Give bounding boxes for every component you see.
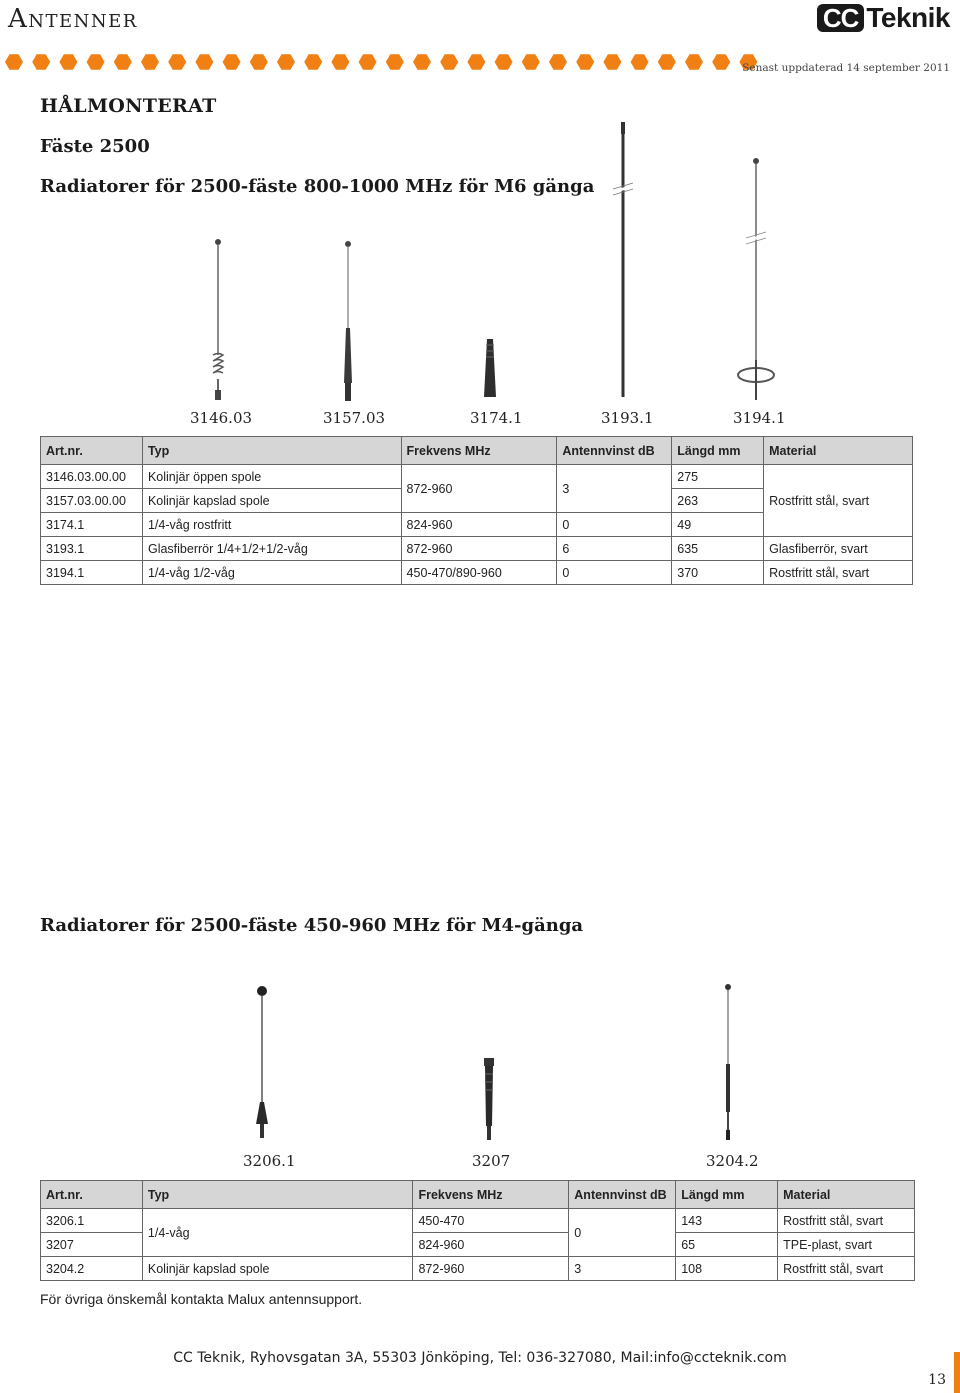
- column-header: Material: [764, 437, 913, 465]
- section-heading: HÅLMONTERAT: [40, 95, 217, 117]
- hexagon-icon: [522, 54, 540, 70]
- hexagon-icon: [413, 54, 431, 70]
- cell-gain: 0: [569, 1209, 676, 1257]
- column-header: Frekvens MHz: [413, 1181, 569, 1209]
- cell-frequency: 450-470/890-960: [401, 561, 557, 585]
- cell-frequency: 872-960: [413, 1257, 569, 1281]
- hexagon-icon: [549, 54, 567, 70]
- cell-material: Rostfritt stål, svart: [778, 1257, 915, 1281]
- logo-text: Teknik: [866, 2, 950, 33]
- cell-length: 65: [676, 1233, 778, 1257]
- cell-type: 1/4-våg: [142, 1209, 413, 1257]
- antenna-icon: [477, 335, 503, 403]
- hexagon-icon: [495, 54, 513, 70]
- antenna-icon: [335, 238, 361, 404]
- table-row: [41, 1209, 915, 1233]
- hexagon-icon: [114, 54, 132, 70]
- hexagon-icon: [32, 54, 50, 70]
- hexagon-icon: [631, 54, 649, 70]
- hexagon-icon: [440, 54, 458, 70]
- image-label-3206: 3206.1: [243, 1152, 296, 1170]
- cell-gain: 0: [557, 513, 672, 537]
- hexagon-icon: [168, 54, 186, 70]
- hexagon-icon: [304, 54, 322, 70]
- spec-table-group2: [40, 1180, 915, 1281]
- cell-art-nr: 3174.1: [41, 513, 143, 537]
- cell-material: Rostfritt stål, svart: [778, 1209, 915, 1233]
- cell-gain: 6: [557, 537, 672, 561]
- group1-heading: Radiatorer för 2500-fäste 800-1000 MHz för M6 gänga: [40, 176, 595, 197]
- hexagon-icon: [277, 54, 295, 70]
- cell-type: 1/4-våg 1/2-våg: [142, 561, 401, 585]
- cell-frequency: 872-960: [401, 537, 557, 561]
- cell-gain: 3: [557, 465, 672, 513]
- logo-box: CC: [817, 4, 865, 32]
- antenna-icon: [476, 1056, 502, 1144]
- cell-type: Kolinjär öppen spole: [142, 465, 401, 489]
- hexagon-icon: [386, 54, 404, 70]
- image-label-3207: 3207: [472, 1152, 511, 1170]
- cell-gain: 0: [557, 561, 672, 585]
- table-row: [41, 561, 913, 585]
- column-header: Antennvinst dB: [557, 437, 672, 465]
- column-header: Typ: [142, 1181, 413, 1209]
- column-header: Material: [778, 1181, 915, 1209]
- cell-length: 108: [676, 1257, 778, 1281]
- hexagon-icon: [658, 54, 676, 70]
- column-header: Antennvinst dB: [569, 1181, 676, 1209]
- table-row: [41, 1257, 915, 1281]
- cell-material: Rostfritt stål, svart: [764, 561, 913, 585]
- antenna-icon: [249, 984, 275, 1144]
- cell-material: TPE-plast, svart: [778, 1233, 915, 1257]
- cell-type: Glasfiberrör 1/4+1/2+1/2-våg: [142, 537, 401, 561]
- column-header: Längd mm: [672, 437, 764, 465]
- table-header-row: [41, 1181, 915, 1209]
- cell-type: Kolinjär kapslad spole: [142, 1257, 413, 1281]
- hexagon-icon: [331, 54, 349, 70]
- cell-art-nr: 3193.1: [41, 537, 143, 561]
- group2-heading: Radiatorer för 2500-fäste 450-960 MHz för M4-gänga: [40, 915, 584, 936]
- antenna-icon: [734, 155, 778, 403]
- image-label-3174: 3174.1: [470, 409, 523, 427]
- cell-length: 635: [672, 537, 764, 561]
- hexagon-icon: [87, 54, 105, 70]
- table-header-row: [41, 437, 913, 465]
- hexagon-icon: [223, 54, 241, 70]
- cell-gain: 3: [569, 1257, 676, 1281]
- cell-length: 49: [672, 513, 764, 537]
- table-row: [41, 465, 913, 489]
- image-label-3194: 3194.1: [733, 409, 786, 427]
- hexagon-icon: [359, 54, 377, 70]
- cell-art-nr: 3146.03.00.00: [41, 465, 143, 489]
- cell-type: Kolinjär kapslad spole: [142, 489, 401, 513]
- column-header: Längd mm: [676, 1181, 778, 1209]
- cell-art-nr: 3194.1: [41, 561, 143, 585]
- cell-length: 143: [676, 1209, 778, 1233]
- column-header: Art.nr.: [41, 1181, 143, 1209]
- support-note: För övriga önskemål kontakta Malux antennsupport.: [40, 1291, 363, 1307]
- cell-frequency: 824-960: [401, 513, 557, 537]
- cell-art-nr: 3206.1: [41, 1209, 143, 1233]
- column-header: Art.nr.: [41, 437, 143, 465]
- page-number: 13: [928, 1372, 946, 1388]
- page-header-title: Antenner: [8, 4, 138, 34]
- section-subheading: Fäste 2500: [40, 136, 150, 157]
- column-header: Typ: [142, 437, 401, 465]
- corner-mark: [954, 1352, 960, 1393]
- hexagon-icon: [467, 54, 485, 70]
- hexagon-icon: [195, 54, 213, 70]
- cell-art-nr: 3207: [41, 1233, 143, 1257]
- image-label-3157: 3157.03: [323, 409, 386, 427]
- hexagon-icon: [141, 54, 159, 70]
- cell-length: 275: [672, 465, 764, 489]
- cell-length: 263: [672, 489, 764, 513]
- antenna-icon: [715, 982, 741, 1144]
- antenna-icon: [205, 235, 231, 405]
- cc-teknik-logo: [817, 2, 950, 34]
- cell-frequency: 824-960: [413, 1233, 569, 1257]
- cell-frequency: 450-470: [413, 1209, 569, 1233]
- column-header: Frekvens MHz: [401, 437, 557, 465]
- image-label-3193: 3193.1: [601, 409, 654, 427]
- cell-length: 370: [672, 561, 764, 585]
- antenna-icon: [610, 122, 636, 402]
- cell-type: 1/4-våg rostfritt: [142, 513, 401, 537]
- image-label-3204: 3204.2: [706, 1152, 759, 1170]
- spec-table-group1: [40, 436, 913, 585]
- table-row: [41, 537, 913, 561]
- hexagon-row: [4, 52, 764, 72]
- cell-art-nr: 3157.03.00.00: [41, 489, 143, 513]
- cell-frequency: 872-960: [401, 465, 557, 513]
- hexagon-icon: [576, 54, 594, 70]
- cell-material: Rostfritt stål, svart: [764, 465, 913, 537]
- hexagon-icon: [5, 54, 23, 70]
- cell-art-nr: 3204.2: [41, 1257, 143, 1281]
- hexagon-icon: [712, 54, 730, 70]
- hexagon-icon: [603, 54, 621, 70]
- hexagon-icon: [250, 54, 268, 70]
- hexagon-icon: [685, 54, 703, 70]
- hexagon-icon: [59, 54, 77, 70]
- last-updated: Senast uppdaterad 14 september 2011: [742, 62, 950, 74]
- cell-material: Glasfiberrör, svart: [764, 537, 913, 561]
- image-label-3146: 3146.03: [190, 409, 253, 427]
- page-footer: CC Teknik, Ryhovsgatan 3A, 55303 Jönköping, Tel: 036-327080, Mail:info@ccteknik.com: [173, 1350, 787, 1366]
